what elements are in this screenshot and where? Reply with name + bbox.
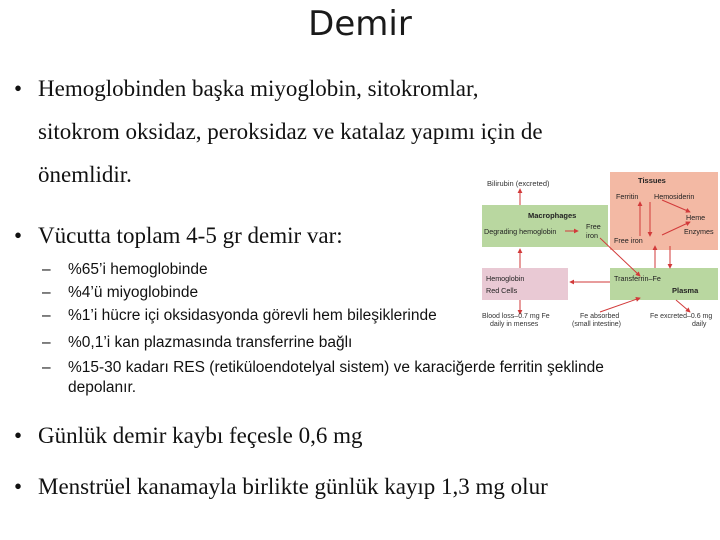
hemosiderin-label: Hemosiderin bbox=[654, 192, 695, 201]
blood-loss-label-1: Blood loss–0.7 mg Fe bbox=[482, 313, 550, 320]
subitem-1-text: %65’i hemoglobinde bbox=[68, 261, 208, 278]
blood-loss-label-2: daily in menses bbox=[490, 321, 539, 328]
bullet-3 bbox=[14, 415, 714, 456]
plasma-label: Plasma bbox=[672, 286, 699, 295]
bullet-1-line-2: sitokrom oksidaz, peroksidaz ve katalaz yapımı için de bbox=[38, 119, 543, 144]
dash-marker: – bbox=[42, 284, 51, 301]
bullet-4 bbox=[14, 466, 714, 507]
plasma-box bbox=[610, 268, 718, 300]
dash-marker: – bbox=[42, 334, 51, 351]
subitem-4-text: %0,1’i kan plazmasında transferrine bağlı bbox=[68, 334, 353, 351]
subitem-2-text: %4’ü miyoglobinde bbox=[68, 284, 199, 301]
fe-excreted-label-1: Fe excreted–0.6 mg bbox=[650, 313, 713, 320]
iron-metabolism-diagram bbox=[478, 170, 720, 332]
enzymes-label: Enzymes bbox=[684, 227, 714, 236]
bullet-2-text: Vücutta toplam 4-5 gr demir var: bbox=[38, 223, 343, 248]
subitem-5-line-2: depolanır. bbox=[68, 379, 137, 396]
slide-title: Demir bbox=[308, 4, 412, 44]
fe-excreted-label-2: daily bbox=[692, 321, 707, 328]
dash-marker: – bbox=[42, 261, 51, 278]
hemoglobin-label: Hemoglobin bbox=[486, 274, 525, 283]
bullet-4-text: Menstrüel kanamayla birlikte günlük kayıp 1,3 mg olur bbox=[38, 474, 548, 499]
macrophages-label: Macrophages bbox=[528, 211, 577, 220]
free-iron-left-label: Free bbox=[586, 222, 601, 231]
dash-marker: – bbox=[42, 307, 51, 324]
red-cells-label: Red Cells bbox=[486, 286, 518, 295]
fe-absorbed-label-1: Fe absorbed bbox=[580, 313, 620, 320]
bullet-dot: • bbox=[14, 223, 23, 248]
subitem-5-line-1: %15-30 kadarı RES (retiküloendotelyal sistem) ve karaciğerde ferritin şeklinde bbox=[68, 359, 604, 376]
bullet-dot: • bbox=[14, 474, 23, 499]
dash-marker: – bbox=[42, 359, 51, 376]
ferritin-label: Ferritin bbox=[616, 192, 639, 201]
free-iron-right-label: Free iron bbox=[614, 236, 643, 245]
bullet-1-line-1: Hemoglobinden başka miyoglobin, sitokromlar, bbox=[38, 76, 479, 101]
red-cells-box bbox=[482, 268, 568, 300]
fe-absorbed-label-2: (small intestine) bbox=[572, 321, 622, 328]
degrading-label: Degrading hemoglobin bbox=[484, 227, 557, 236]
bullet-3-text: Günlük demir kaybı feçesle 0,6 mg bbox=[38, 423, 363, 448]
transferrin-label: Transferrin–Fe bbox=[614, 274, 661, 283]
bullet-1-line-3: önemlidir. bbox=[38, 162, 132, 187]
tissues-label: Tissues bbox=[638, 176, 666, 185]
bullet-dot: • bbox=[14, 76, 23, 101]
bullet-dot: • bbox=[14, 423, 23, 448]
bullet-2 bbox=[14, 215, 474, 256]
bilirubin-label: Bilirubin (excreted) bbox=[487, 179, 550, 188]
subitem-3-text: %1’i hücre içi oksidasyonda görevli hem bileşiklerinde bbox=[68, 307, 437, 324]
heme-label: Heme bbox=[686, 213, 706, 222]
free-iron-left-label-2: iron bbox=[586, 231, 598, 240]
